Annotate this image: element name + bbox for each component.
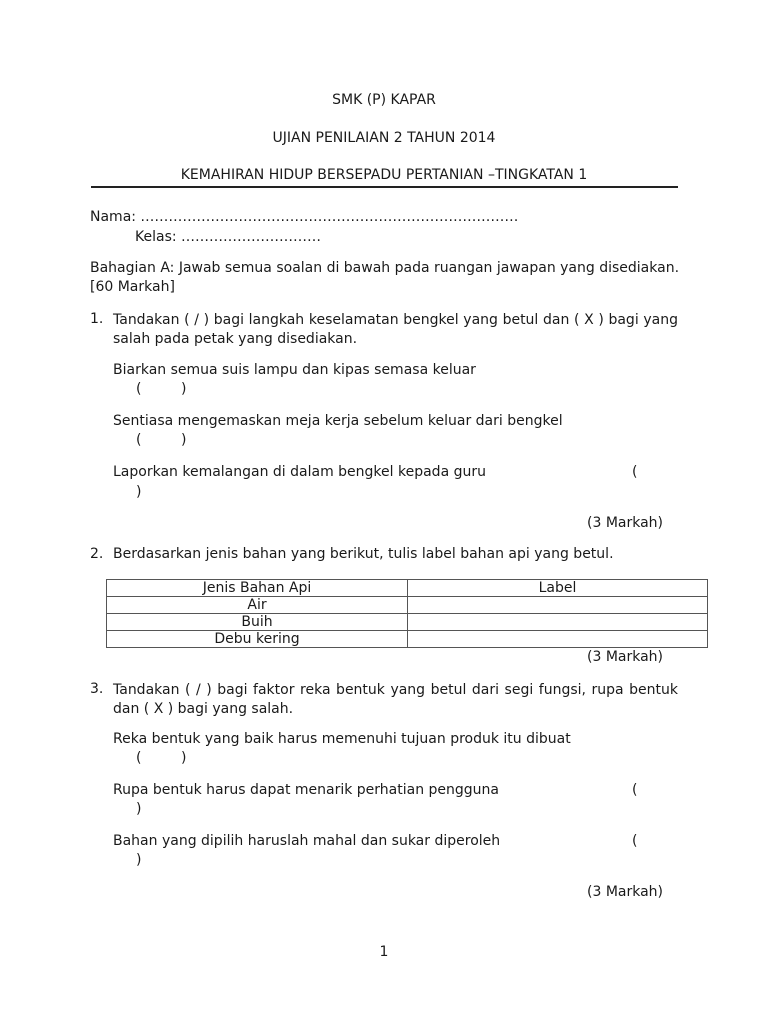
q1-answer-box-2-open[interactable]: ( — [136, 432, 142, 448]
q1-statement-3: Laporkan kemalangan di dalam bengkel kepada guru — [113, 464, 486, 480]
q1-answer-box-3-open[interactable]: ( — [632, 464, 638, 480]
class-field[interactable]: Kelas: ………………………… — [135, 229, 322, 245]
q3-answer-box-3-close[interactable]: ) — [136, 852, 142, 868]
table-header-label: Label — [408, 580, 708, 597]
q3-answer-box-2-open[interactable]: ( — [632, 782, 638, 798]
q2-marks: (3 Markah) — [587, 649, 664, 665]
question-1-text: Tandakan ( / ) bagi langkah keselamatan bengkel yang betul dan ( X ) bagi yang salah pada petak yang disediakan. — [113, 312, 678, 347]
fuel-type-cell: Air — [107, 597, 408, 614]
q1-statement-1: Biarkan semua suis lampu dan kipas semasa keluar — [113, 362, 476, 378]
fuel-type-cell: Debu kering — [107, 631, 408, 648]
section-marks: [60 Markah] — [90, 279, 175, 295]
q3-answer-box-2-close[interactable]: ) — [136, 801, 142, 817]
q1-statement-2: Sentiasa mengemaskan meja kerja sebelum keluar dari bengkel — [113, 413, 563, 429]
q1-marks: (3 Markah) — [587, 515, 664, 531]
label-answer-cell[interactable] — [408, 631, 708, 648]
q1-answer-box-2-close[interactable]: ) — [181, 432, 187, 448]
section-instruction: Bahagian A: Jawab semua soalan di bawah pada ruangan jawapan yang disediakan. — [90, 260, 680, 276]
q3-marks: (3 Markah) — [587, 884, 664, 900]
q1-answer-box-1-close[interactable]: ) — [181, 381, 187, 397]
label-answer-cell[interactable] — [408, 597, 708, 614]
table-row — [107, 631, 708, 648]
exam-title: UJIAN PENILAIAN 2 TAHUN 2014 — [272, 130, 496, 146]
question-3-number: 3. — [90, 681, 104, 697]
table-row — [107, 614, 708, 631]
question-2-text: Berdasarkan jenis bahan yang berikut, tulis label bahan api yang betul. — [113, 546, 614, 562]
page-number: 1 — [379, 944, 389, 960]
q3-statement-3: Bahan yang dipilih haruslah mahal dan sukar diperoleh — [113, 833, 501, 849]
fuel-label-table — [106, 579, 708, 648]
q3-answer-box-3-open[interactable]: ( — [632, 833, 638, 849]
question-1-number: 1. — [90, 311, 104, 327]
table-row — [107, 597, 708, 614]
table-header-row — [107, 580, 708, 597]
q1-answer-box-1-open[interactable]: ( — [136, 381, 142, 397]
label-answer-cell[interactable] — [408, 614, 708, 631]
q1-answer-box-3-close[interactable]: ) — [136, 484, 142, 500]
header-rule — [91, 186, 678, 188]
table-header-fuel-type: Jenis Bahan Api — [107, 580, 408, 597]
name-field[interactable]: Nama: ……………………………………………………………………… — [90, 209, 519, 225]
subject-title: KEMAHIRAN HIDUP BERSEPADU PERTANIAN –TINGKATAN 1 — [180, 167, 588, 183]
school-name: SMK (P) KAPAR — [332, 92, 436, 108]
fuel-type-cell: Buih — [107, 614, 408, 631]
question-3-text: Tandakan ( / ) bagi faktor reka bentuk yang betul dari segi fungsi, rupa bentuk dan ( X ) bagi yang salah. — [113, 682, 678, 717]
q3-answer-box-1-open[interactable]: ( — [136, 750, 142, 766]
q3-answer-box-1-close[interactable]: ) — [181, 750, 187, 766]
q3-statement-1: Reka bentuk yang baik harus memenuhi tujuan produk itu dibuat — [113, 731, 571, 747]
question-2-number: 2. — [90, 546, 104, 562]
q3-statement-2: Rupa bentuk harus dapat menarik perhatian pengguna — [113, 782, 499, 798]
